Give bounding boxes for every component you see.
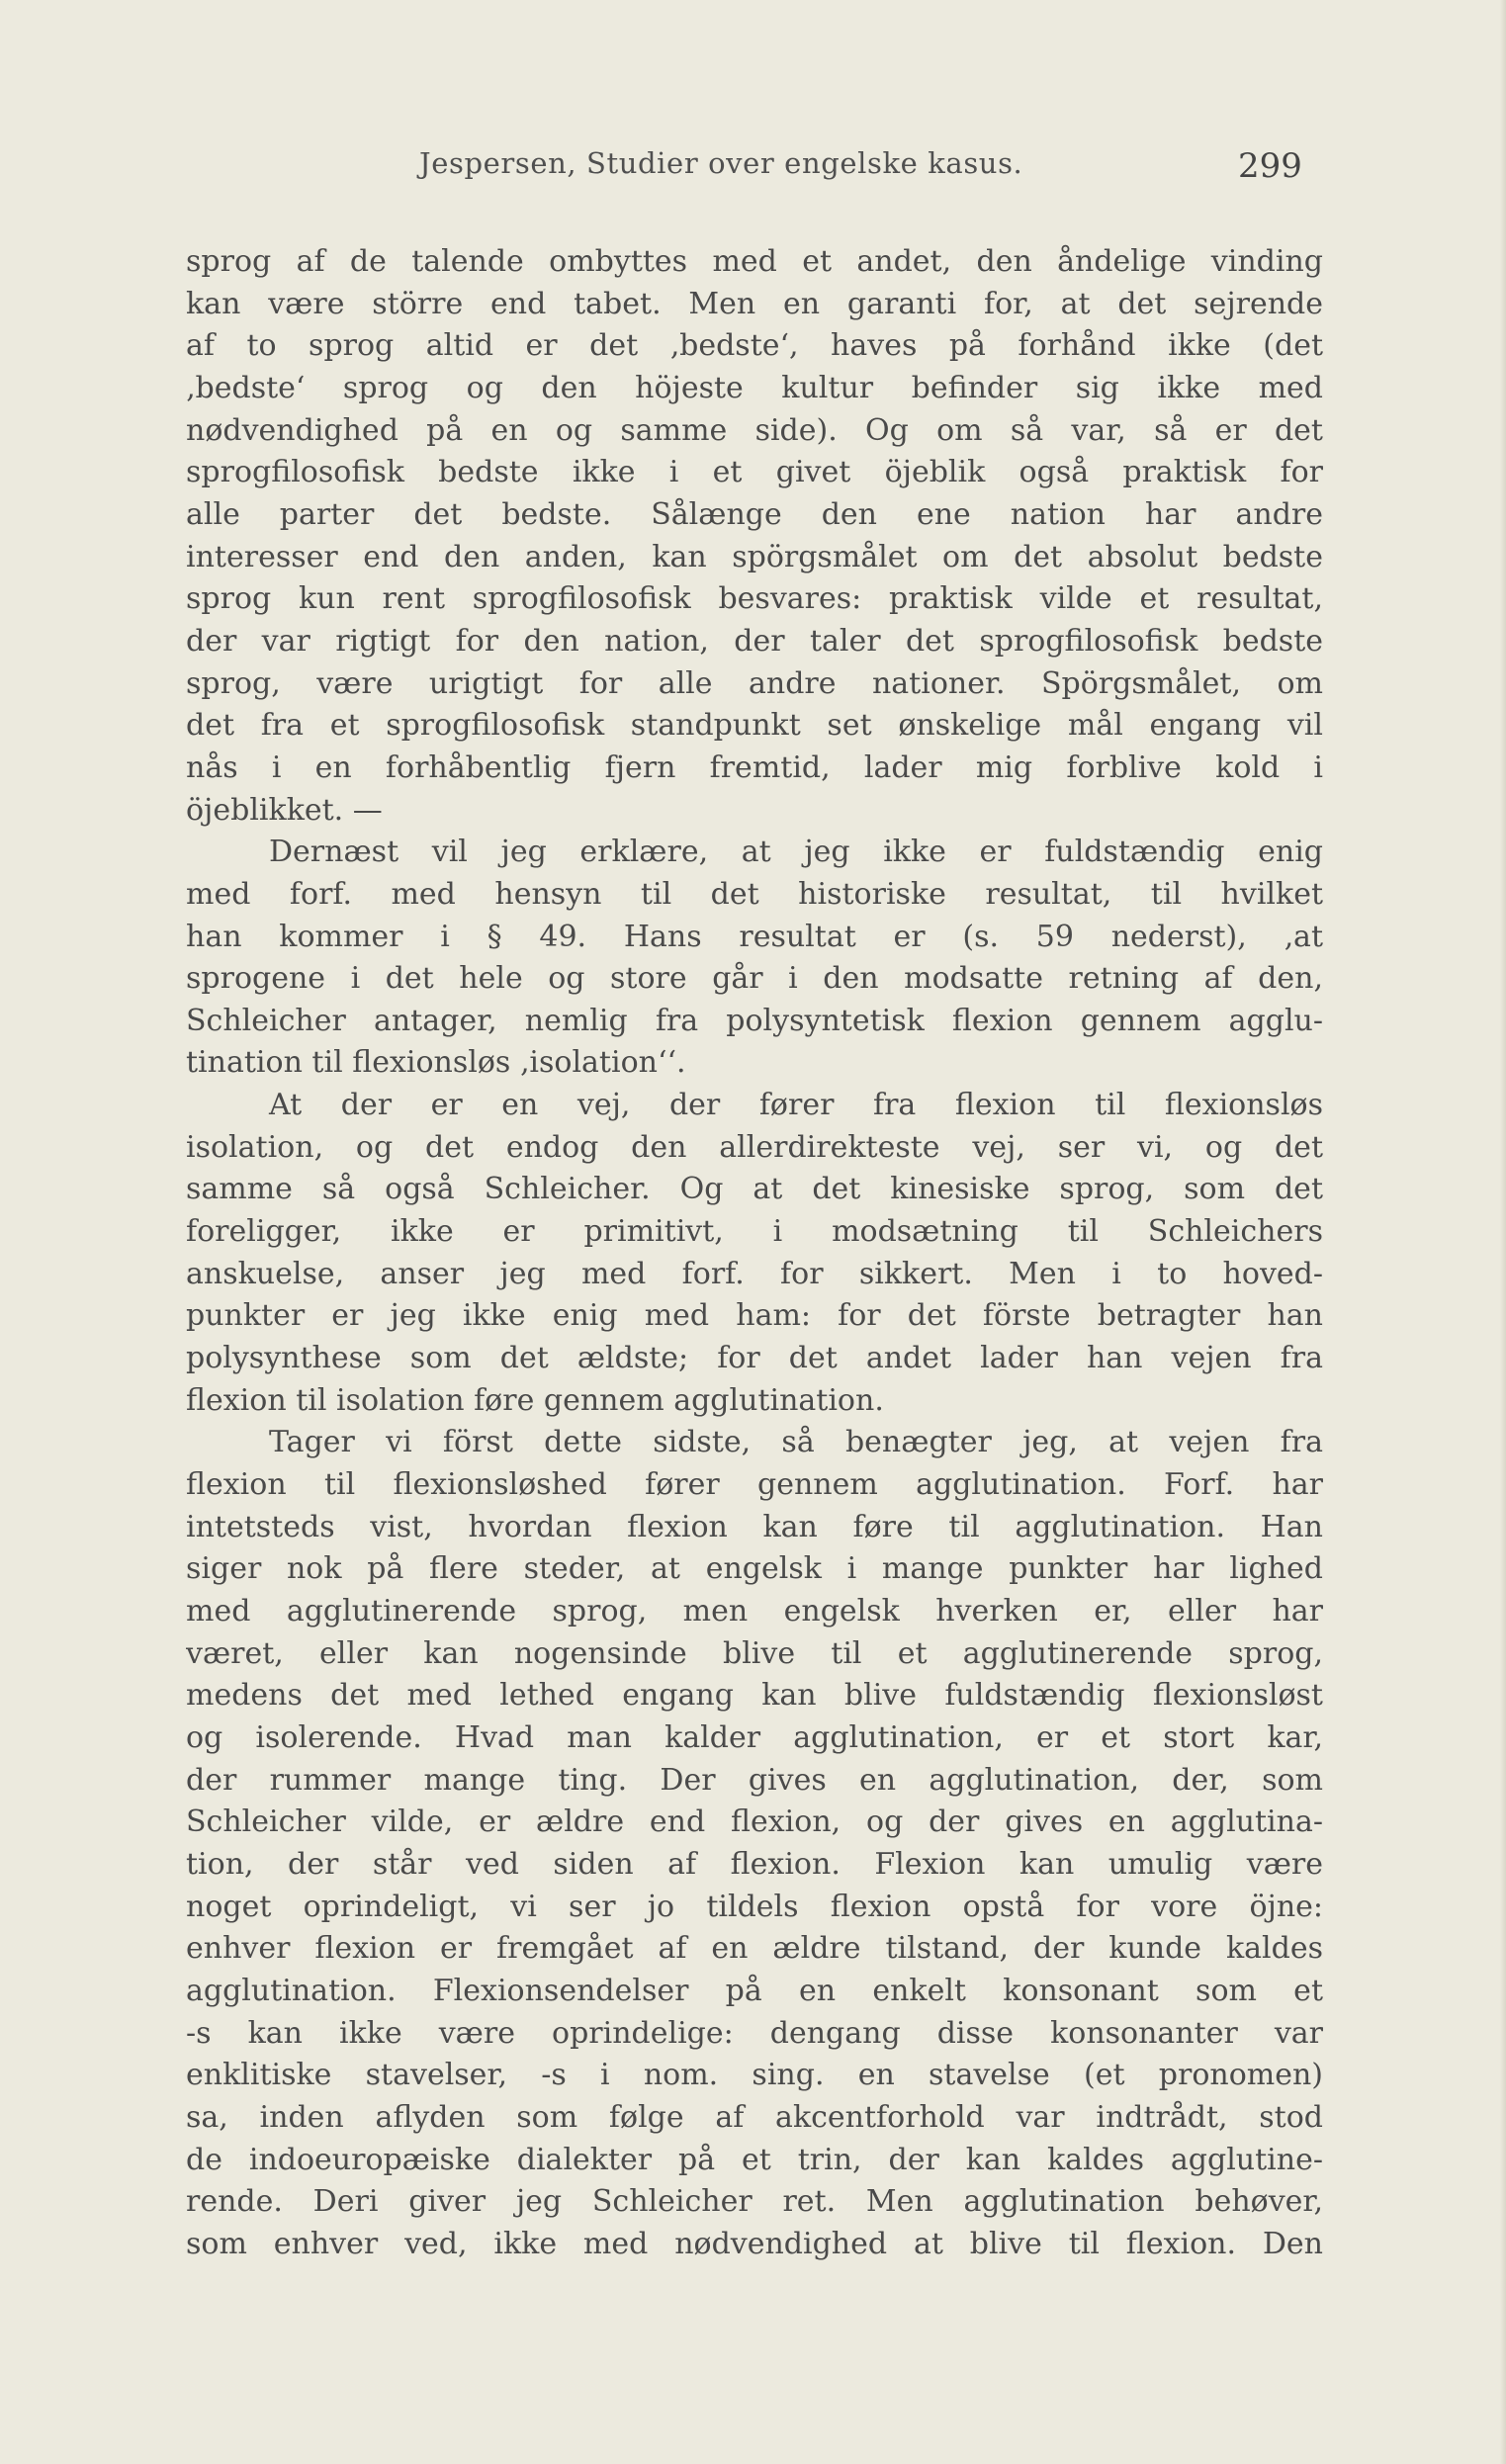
text-line: öjeblikket. —	[186, 792, 383, 828]
text-line: Schleicher antager, nemlig fra polysyntetisk flexion gennem agglu-	[186, 1003, 1323, 1038]
text-line: alle parter det bedste. Sålænge den ene nation har andre	[186, 496, 1323, 532]
text-line: nødvendighed på en og samme side). Og om så var, så er det	[186, 412, 1323, 448]
text-line: agglutination. Flexionsendelser på en enkelt konsonant som et	[186, 1973, 1323, 2008]
text-line: ‚bedste‘ sprog og den höjeste kultur befinder sig ikke med	[186, 370, 1323, 405]
text-line: anskuelse, anser jeg med forf. for sikkert. Men i to hoved-	[186, 1256, 1323, 1291]
text-line: kan være större end tabet. Men en garanti for, at det sejrende	[186, 286, 1323, 321]
text-line: flexion til isolation føre gennem agglutination.	[186, 1382, 884, 1418]
text-line: punkter er jeg ikke enig med ham: for det förste betragter han	[186, 1298, 1323, 1334]
text-line: han kommer i § 49. Hans resultat er (s. 59 nederst), ‚at	[186, 919, 1323, 954]
text-line: været, eller kan nogensinde blive til et agglutinerende sprog,	[186, 1635, 1323, 1671]
text-line: sprog af de talende ombyttes med et andet, den åndelige vinding	[186, 244, 1323, 279]
text-line: enklitiske stavelser, -s i nom. sing. en stavelse (et pronomen)	[186, 2058, 1323, 2093]
text-line: tination til flexionsløs ‚isolation‘‘.	[186, 1045, 686, 1081]
text-line: sa, inden aflyden som følge af akcentforhold var indtrådt, stod	[186, 2099, 1323, 2135]
text-line: intetsteds vist, hvordan flexion kan føre til agglutination. Han	[186, 1509, 1323, 1544]
text-line: nås i en forhåbentlig fjern fremtid, lader mig forblive kold i	[186, 749, 1323, 785]
text-line: af to sprog altid er det ‚bedste‘, haves på forhånd ikke (det	[186, 328, 1323, 364]
text-line: de indoeuropæiske dialekter på et trin, der kan kaldes agglutine-	[186, 2142, 1323, 2177]
text-line: medens det med lethed engang kan blive fuldstændig flexionsløst	[186, 1678, 1323, 1714]
text-line: tion, der står ved siden af flexion. Flexion kan umulig være	[186, 1846, 1323, 1882]
text-line: foreligger, ikke er primitivt, i modsætning til Schleichers	[186, 1214, 1323, 1250]
text-line: og isolerende. Hvad man kalder agglutination, er et stort kar,	[186, 1719, 1323, 1755]
text-line: som enhver ved, ikke med nødvendighed at blive til flexion. Den	[186, 2226, 1323, 2261]
text-line: At der er en vej, der fører fra flexion til flexionsløs	[269, 1088, 1323, 1123]
text-line: flexion til flexionsløshed fører gennem agglutination. Forf. har	[186, 1467, 1323, 1503]
text-line: der rummer mange ting. Der gives en agglutination, der, som	[186, 1762, 1323, 1798]
text-line: noget oprindeligt, vi ser jo tildels flexion opstå for vore öjne:	[186, 1889, 1323, 1924]
text-line: sprogene i det hele og store går i den modsatte retning af den,	[186, 961, 1323, 997]
text-line: rende. Deri giver jeg Schleicher ret. Men agglutination behøver,	[186, 2184, 1323, 2220]
text-line: der var rigtigt for den nation, der taler det sprogfilosofisk bedste	[186, 623, 1323, 659]
text-line: siger nok på flere steder, at engelsk i mange punkter har lighed	[186, 1551, 1323, 1587]
text-line: enhver flexion er fremgået af en ældre tilstand, der kunde kaldes	[186, 1931, 1323, 1967]
text-line: interesser end den anden, kan spörgsmålet om det absolut bedste	[186, 539, 1323, 574]
running-title: Jespersen, Studier over engelske kasus.	[419, 146, 1023, 180]
text-line: sprogfilosofisk bedste ikke i et givet öjeblik også praktisk for	[186, 455, 1323, 490]
running-header	[0, 146, 1506, 190]
text-line: isolation, og det endog den allerdirekteste vej, ser vi, og det	[186, 1129, 1323, 1165]
text-line: Tager vi först dette sidste, så benægter jeg, at vejen fra	[269, 1425, 1323, 1460]
text-line: samme så også Schleicher. Og at det kinesiske sprog, som det	[186, 1172, 1323, 1207]
text-line: med agglutinerende sprog, men engelsk hverken er, eller har	[186, 1594, 1323, 1628]
text-line: polysynthese som det ældste; for det andet lader han vejen fra	[186, 1341, 1323, 1376]
text-line: Dernæst vil jeg erklære, at jeg ikke er fuldstændig enig	[269, 835, 1323, 870]
text-line: Schleicher vilde, er ældre end flexion, og der gives en agglutina-	[186, 1804, 1323, 1840]
text-line: -s kan ikke være oprindelige: dengang disse konsonanter var	[186, 2015, 1323, 2051]
text-line: med forf. med hensyn til det historiske resultat, til hvilket	[186, 876, 1323, 912]
scan-edge-shadow	[1500, 0, 1506, 2464]
body-text	[186, 241, 1323, 2266]
text-line: sprog kun rent sprogfilosofisk besvares: praktisk vilde et resultat,	[186, 581, 1323, 617]
text-line: det fra et sprogfilosofisk standpunkt set ønskelige mål engang vil	[186, 708, 1323, 744]
text-line: sprog, være urigtigt for alle andre nationer. Spörgsmålet, om	[186, 665, 1323, 701]
page-number: 299	[1238, 146, 1302, 186]
